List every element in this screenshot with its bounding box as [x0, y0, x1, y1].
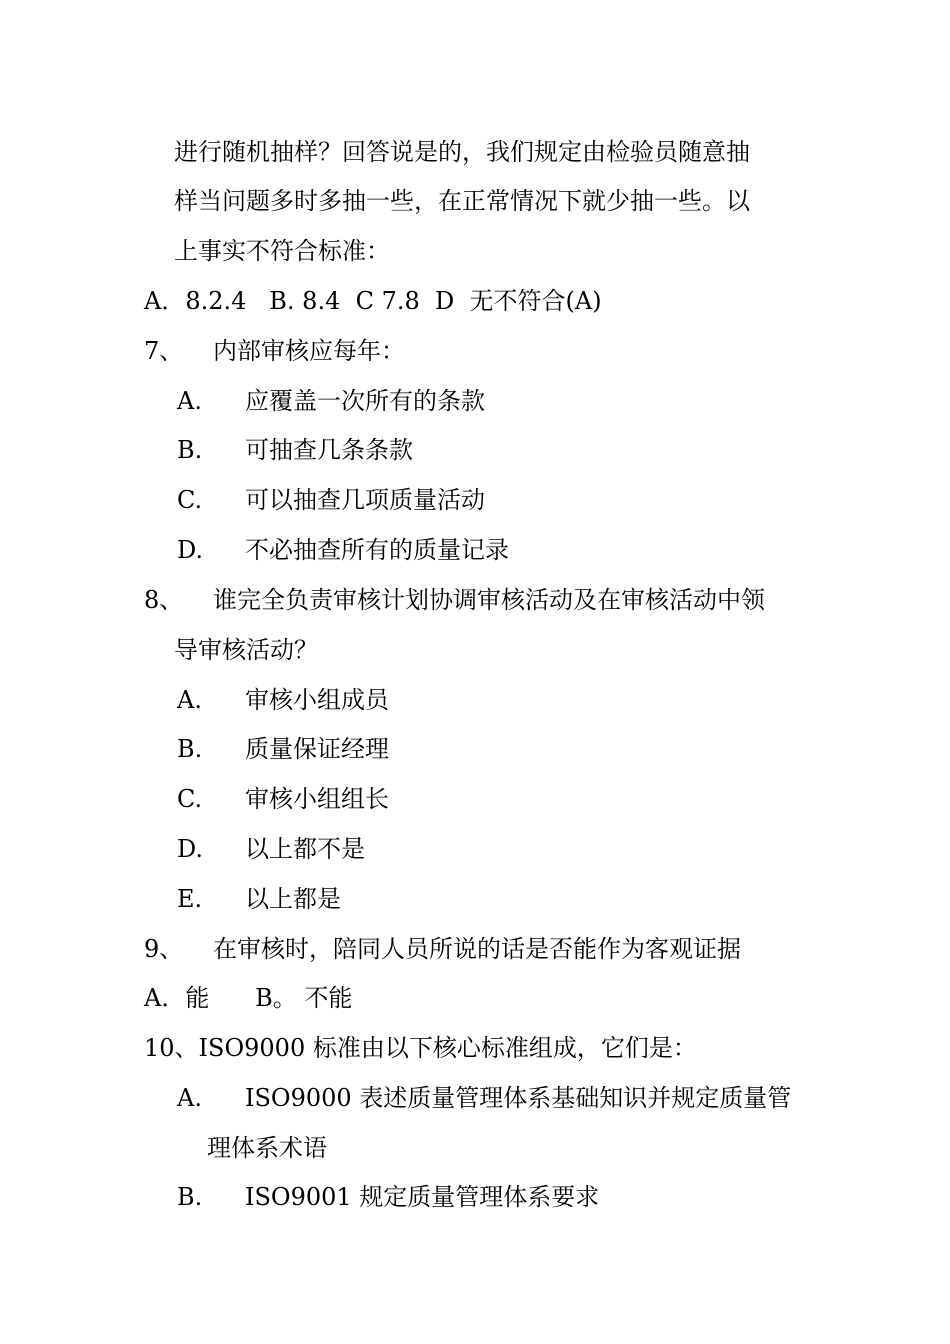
q9-answer-line: A．能 B。 不能 — [144, 984, 353, 1012]
q8-text-line-1: 谁完全负责审核计划协调审核活动及在审核活动中领 — [213, 586, 765, 614]
q10-option-b-text-line-1: ISO9001 规定质量管理体系要求 — [245, 1183, 600, 1211]
q10-option-a-text-line-1: ISO9000 表述质量管理体系基础知识并规定质量管 — [245, 1084, 792, 1112]
q9-text: 在审核时，陪同人员所说的话是否能作为客观证据 — [213, 935, 741, 963]
q10-option-b-label: B. — [177, 1183, 203, 1211]
q8-option-b-label: B. — [177, 735, 203, 763]
q7-option-a-label: A. — [177, 387, 202, 415]
q8-option-d-label: D. — [177, 835, 204, 863]
q8-option-c-label: C. — [177, 785, 203, 813]
q8-option-a-text: 审核小组成员 — [245, 686, 389, 714]
intro-line-2: 样当问题多时多抽一些，在正常情况下就少抽一些。以 — [174, 187, 750, 215]
q10-text: 10、ISO9000 标准由以下核心标准组成，它们是： — [144, 1034, 697, 1062]
q7-option-b-text: 可抽查几条条款 — [245, 436, 413, 464]
q8-option-e-label: E. — [177, 885, 203, 913]
intro-line-3: 上事实不符合标准： — [174, 237, 390, 265]
q8-text-line-2: 导审核活动？ — [174, 636, 318, 664]
q8-option-c-text: 审核小组组长 — [245, 785, 389, 813]
q7-option-c-label: C. — [177, 486, 203, 514]
q9-number: 9、 — [144, 935, 184, 963]
q10-option-a-text-line-2: 理体系术语 — [207, 1134, 327, 1162]
intro-line-1: 进行随机抽样？回答说是的，我们规定由检验员随意抽 — [174, 138, 750, 166]
q6-answer-line: A．8.2.4 B. 8.4 C 7.8 D 无不符合(A) — [144, 287, 602, 315]
q10-option-a-label: A. — [177, 1084, 202, 1112]
q8-option-e-text: 以上都是 — [245, 885, 341, 913]
q7-text: 内部审核应每年： — [213, 337, 405, 365]
q8-option-a-label: A. — [177, 686, 202, 714]
q8-number: 8、 — [144, 586, 184, 614]
q8-option-d-text: 以上都不是 — [245, 835, 365, 863]
q7-number: 7、 — [144, 337, 184, 365]
q7-option-c-text: 可以抽查几项质量活动 — [245, 486, 485, 514]
q7-option-d-text: 不必抽查所有的质量记录 — [245, 536, 509, 564]
q7-option-d-label: D. — [177, 536, 204, 564]
q8-option-b-text: 质量保证经理 — [245, 735, 389, 763]
q7-option-b-label: B. — [177, 436, 203, 464]
q7-option-a-text: 应覆盖一次所有的条款 — [245, 387, 485, 415]
